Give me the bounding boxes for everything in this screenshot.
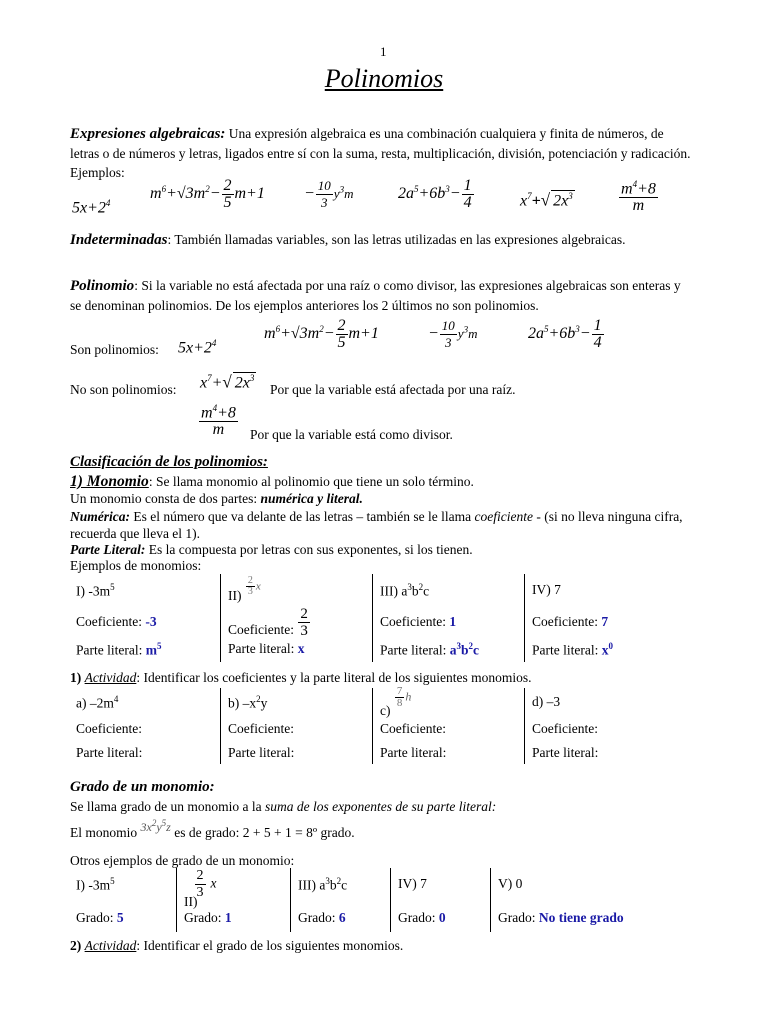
grado-ejemplo: El monomio $3x^2y^5z$ es de grado: 2 + 5 + 1 = 8º grado. xyxy=(70,818,355,840)
poly-5x-2-4: $5x+2^4$ xyxy=(178,338,217,357)
numerica-text2: - (si no lleva ninguna cifra, recuerda que lleva el 1). xyxy=(70,509,683,541)
polinomio-paragraph xyxy=(70,276,695,315)
partes-line xyxy=(70,491,363,507)
t1-c2-coef: Coeficiente: $\frac{2}{3}$ xyxy=(228,606,308,639)
t1-c1-lit: Parte literal: $m^5$ xyxy=(76,641,162,658)
monomio-text: : Se llama monomio al polinomio que tiene un solo término. xyxy=(148,474,474,489)
monomio-line xyxy=(70,473,474,491)
expr-m4-8-over-m: $\frac{m^4+8}{m}$ xyxy=(618,176,659,214)
actividad1-word: Actividad xyxy=(84,670,137,685)
indeterminadas-heading: Indeterminadas xyxy=(70,232,168,248)
t2-a-label: a) $-2m^4$ xyxy=(76,694,119,711)
table2-divider-3 xyxy=(524,688,525,764)
indeterminadas-text: : También llamadas variables, son las letras utilizadas en las expresiones algebraicas. xyxy=(167,232,626,247)
t2-d-label: d) –3 xyxy=(532,694,561,709)
t1-c3-lit: Parte literal: $a^3b^2c$ xyxy=(380,641,479,658)
expr-2a5-6b3: $2a^5+6b^3-$ $\frac{1}{4}$ xyxy=(398,177,472,211)
t2-c-label: c) $\frac{7}{8}$ h xyxy=(380,685,412,718)
actividad2-word: Actividad xyxy=(84,938,137,953)
numerica-paragraph xyxy=(70,508,695,542)
clasificacion-heading: Clasificación de los polinomios: xyxy=(70,454,268,470)
no-son-polinomios-label: No son polinomios: xyxy=(70,382,177,397)
numerica-label: Numérica: xyxy=(70,509,130,524)
actividad1-line: 1) Actividad: Identificar los coeficientes y la parte literal de los siguientes monomios. xyxy=(70,670,532,685)
expresiones-text: Una expresión algebraica es una combinación cualquiera y finita de números, de letras o de números y letras, ligados entre sí con la suma, resta, multiplicación, división, potenciación y radicación. Ejemplos: xyxy=(70,126,691,180)
coeficiente-word: coeficiente xyxy=(474,509,533,524)
grado-heading: Grado de un monomio: xyxy=(70,779,215,795)
ejemplos-monomios-label: Ejemplos de monomios: xyxy=(70,558,202,573)
t2-c-lit: Parte literal: xyxy=(380,745,447,760)
t1-c4-lit: Parte literal: $x^0$ xyxy=(532,641,613,658)
t3-c5-grado: Grado: No tiene grado xyxy=(498,910,624,925)
t2-b-label: b) $-x^2y$ xyxy=(228,694,268,711)
t1-c2-lit: Parte literal: x xyxy=(228,641,305,656)
expr-5x-2-4: $5x+2^4$ xyxy=(72,198,111,217)
expr-ten-thirds: − $\frac{10}{3}$ $y^3m$ xyxy=(304,178,354,210)
t2-a-coef: Coeficiente: xyxy=(76,721,142,736)
t1-c2-label: II) $\frac{2}{3}$ x xyxy=(228,575,261,603)
table2-divider-1 xyxy=(220,688,221,764)
t3-c2-label: II) $\frac{2}{3}$ x xyxy=(184,868,217,909)
literal-text: Es la compuesta por letras con sus exponentes, si los tienen. xyxy=(145,542,473,557)
expresiones-paragraph xyxy=(70,124,695,182)
expr-m6-sqrt3: $m^6+√3m^2-$ $\frac{2}{5}$ m+1 xyxy=(150,177,265,211)
son-polinomios-label: Son polinomios: xyxy=(70,342,159,357)
table3-divider-2 xyxy=(290,868,291,932)
page-number: 1 xyxy=(380,44,387,59)
t3-c5-label: V) 0 xyxy=(498,876,523,891)
literal-label: Parte Literal: xyxy=(70,542,146,557)
actividad2-text: : Identificar el grado de los siguientes monomios. xyxy=(136,938,404,953)
reason-divisor: Por que la variable está como divisor. xyxy=(250,427,453,442)
t3-c1-label: I) $-3m^5$ xyxy=(76,876,115,893)
t3-c1-grado: Grado: 5 xyxy=(76,910,124,925)
literal-line xyxy=(70,542,473,558)
table1-divider-2 xyxy=(372,574,373,662)
table3-divider-1 xyxy=(176,868,177,932)
table3-divider-4 xyxy=(490,868,491,932)
t3-c2-grado: Grado: 1 xyxy=(184,910,232,925)
numerica-text: Es el número que va delante de las letras – también se le llama xyxy=(130,509,475,524)
t1-c3-label: III) $a^3b^2c$ xyxy=(380,582,430,599)
t2-d-coef: Coeficiente: xyxy=(532,721,598,736)
partes-text: Un monomio consta de dos partes: xyxy=(70,491,261,506)
t2-c-coef: Coeficiente: xyxy=(380,721,446,736)
t1-c1-label: I) $-3m^5$ xyxy=(76,582,115,599)
page-title: Polinomios xyxy=(324,64,444,93)
monomio-heading: 1) Monomio xyxy=(70,473,149,490)
t1-c3-coef: Coeficiente: 1 xyxy=(380,614,457,629)
t3-c3-label: III) $a^3b^2c$ xyxy=(298,876,348,893)
actividad2-line: 2) Actividad: Identificar el grado de los siguientes monomios. xyxy=(70,938,404,953)
t2-d-lit: Parte literal: xyxy=(532,745,599,760)
grado-def: Se llama grado de un monomio a la suma de los exponentes de su parte literal: xyxy=(70,799,497,814)
table1-divider-1 xyxy=(220,574,221,662)
expr-x7-sqrt2x3: $x^7+√$ $2x^3$ xyxy=(520,190,573,210)
grado-otros: Otros ejemplos de grado de un monomio: xyxy=(70,853,295,868)
table2-divider-2 xyxy=(372,688,373,764)
polinomio-heading: Polinomio xyxy=(70,278,135,294)
t3-c4-grado: Grado: 0 xyxy=(398,910,446,925)
poly-ten-thirds: − $\frac{10}{3}$ $y^3m$ xyxy=(428,318,478,350)
poly-2a5-6b3: $2a^5+6b^3-$ $\frac{1}{4}$ xyxy=(528,317,602,351)
t3-c4-label: IV) 7 xyxy=(398,876,427,891)
actividad1-text: : Identificar los coeficientes y la parte literal de los siguientes monomios. xyxy=(136,670,532,685)
table3-divider-3 xyxy=(390,868,391,932)
table1-divider-3 xyxy=(524,574,525,662)
reason-raiz: Por que la variable está afectada por una raíz. xyxy=(270,382,516,397)
t3-c3-grado: Grado: 6 xyxy=(298,910,346,925)
poly-m6-sqrt3: $m^6+√3m^2-$ $\frac{2}{5}$ m+1 xyxy=(264,317,379,351)
expresiones-heading: Expresiones algebraicas: xyxy=(70,126,226,142)
nopoly-x7-sqrt: $x^7+√$ $2x^3$ xyxy=(200,372,255,392)
indeterminadas-paragraph xyxy=(70,230,695,250)
t2-b-lit: Parte literal: xyxy=(228,745,295,760)
nopoly-m4-8-over-m: $\frac{m^4+8}{m}$ xyxy=(198,400,239,438)
polinomio-text: : Si la variable no está afectada por una raíz o como divisor, las expresiones algebraicas son enteras y se denominan polinomios. De los ejemplos anteriores los 2 últimos no son polinomios. xyxy=(70,278,681,313)
t1-c4-label: IV) 7 xyxy=(532,582,561,597)
t2-a-lit: Parte literal: xyxy=(76,745,143,760)
t1-c1-coef: Coeficiente: -3 xyxy=(76,614,157,629)
partes-em: numérica y literal. xyxy=(260,491,363,506)
t1-c4-coef: Coeficiente: 7 xyxy=(532,614,609,629)
t2-b-coef: Coeficiente: xyxy=(228,721,294,736)
